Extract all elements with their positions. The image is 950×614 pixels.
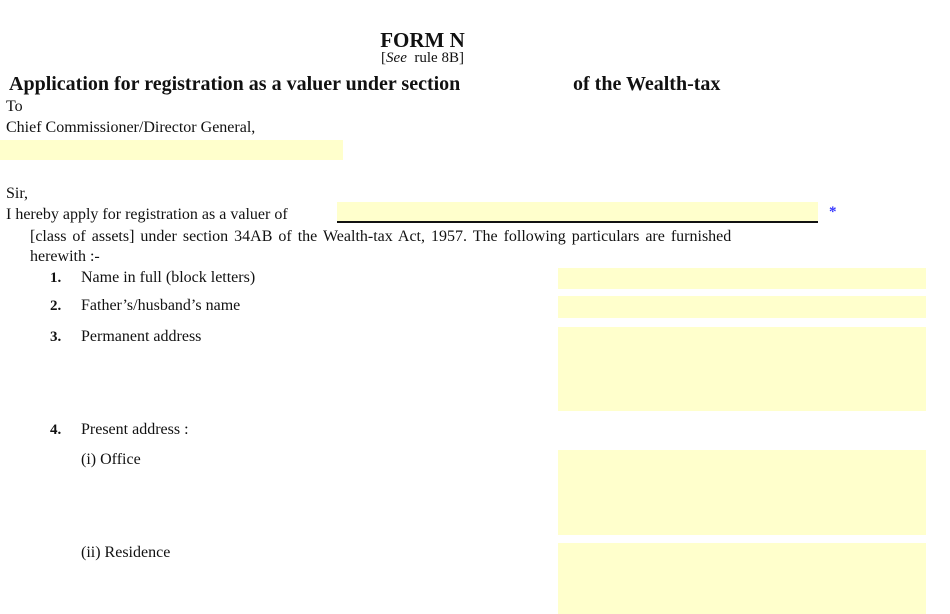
bracket-open: [ <box>381 50 387 66</box>
addressee-field[interactable] <box>0 140 343 160</box>
salutation: Sir, <box>6 185 29 202</box>
item-1-number: 1. <box>50 270 62 286</box>
office-address-field[interactable] <box>558 450 926 535</box>
heading-left: Application for registration as a valuer under section <box>9 73 461 95</box>
item-3-label: Permanent address <box>81 328 202 345</box>
name-in-full-field[interactable] <box>558 268 926 289</box>
residence-address-field[interactable] <box>558 543 926 614</box>
heading-right: of the Wealth-tax <box>573 73 721 95</box>
rule-reference <box>0 50 845 67</box>
item-4-number: 4. <box>50 422 62 438</box>
body-line-1: [class of assets] under section 34AB of the Wealth-tax Act, 1957. The following particulars are furnished <box>30 228 732 245</box>
item-4-label: Present address : <box>81 421 189 438</box>
addressee-label: Chief Commissioner/Director General, <box>6 119 256 136</box>
item-1-label: Name in full (block letters) <box>81 269 256 286</box>
body-line-2: herewith :- <box>30 248 100 265</box>
see-text: See <box>386 50 407 66</box>
item-2-label: Father’s/husband’s name <box>81 297 241 314</box>
father-husband-name-field[interactable] <box>558 296 926 318</box>
to-label: To <box>6 98 23 115</box>
form-title: FORM N <box>380 28 465 52</box>
valuer-class-field[interactable] <box>337 202 818 223</box>
residence-label: (ii) Residence <box>81 544 171 561</box>
rule-text: rule 8B] <box>414 50 464 66</box>
apply-line: I hereby apply for registration as a valuer of <box>6 206 288 223</box>
permanent-address-field[interactable] <box>558 327 926 411</box>
item-2-number: 2. <box>50 298 62 314</box>
required-asterisk-icon: * <box>829 204 837 220</box>
office-label: (i) Office <box>81 451 141 468</box>
item-3-number: 3. <box>50 329 62 345</box>
